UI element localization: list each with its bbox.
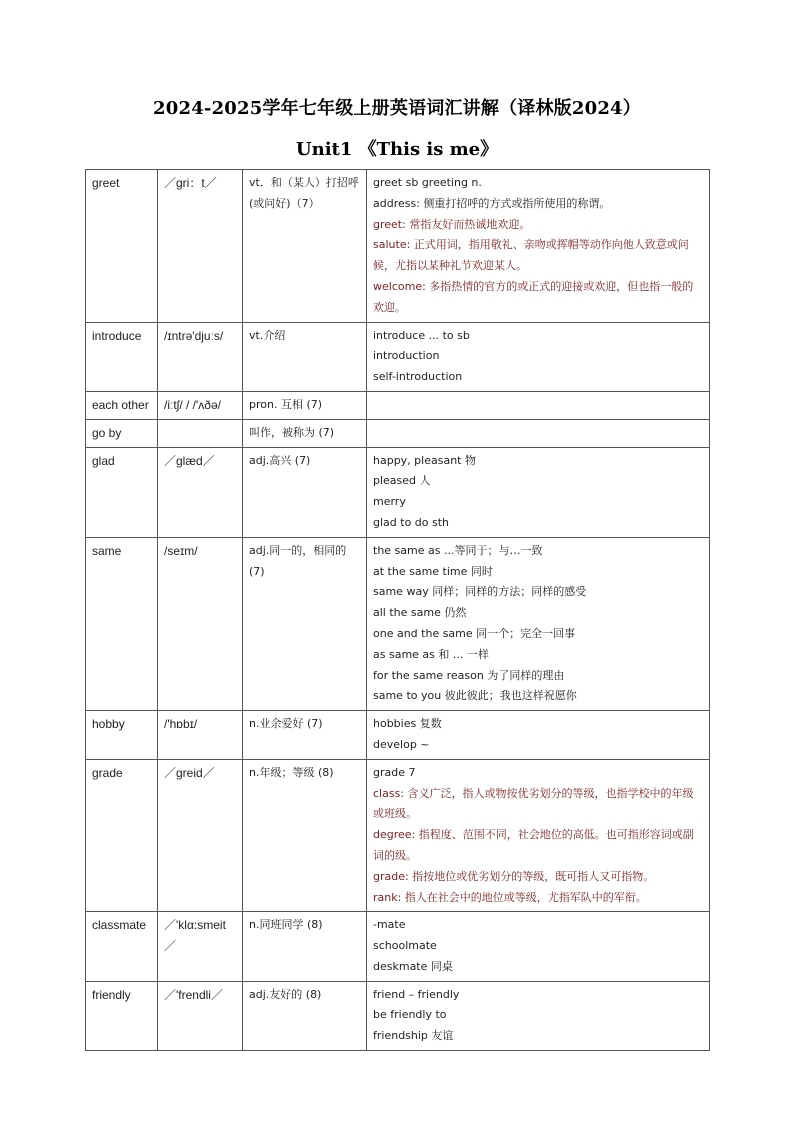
meaning-cell: n.年级；等级 (8) — [243, 759, 367, 912]
table-row — [86, 981, 710, 1050]
note-line: all the same 仍然 — [373, 606, 467, 620]
table-row — [86, 391, 710, 419]
table-row — [86, 711, 710, 760]
document-title: 2024-2025学年七年级上册英语词汇讲解（译林版2024） — [153, 98, 641, 119]
word-cell: hobby — [86, 711, 158, 760]
note-line: address: 侧重打招呼的方式或指所使用的称谓。 — [373, 196, 611, 210]
note-line: one and the same 同一个；完全一回事 — [373, 626, 576, 640]
notes-cell — [367, 419, 710, 447]
table-row — [86, 447, 710, 537]
word-cell: grade — [86, 759, 158, 912]
phonetic-cell — [158, 419, 243, 447]
word-cell: introduce — [86, 322, 158, 391]
note-line: develop ~ — [373, 737, 430, 751]
vocabulary-table-body — [86, 170, 710, 1051]
note-line-highlighted: grade: 指按地位或优劣划分的等级，既可指人又可指物。 — [373, 869, 655, 883]
note-line: grade 7 — [373, 765, 416, 779]
word-cell: each other — [86, 391, 158, 419]
table-row — [86, 170, 710, 323]
word-cell: glad — [86, 447, 158, 537]
phonetic-cell: /seɪm/ — [158, 537, 243, 710]
notes-cell — [367, 322, 710, 391]
notes-cell — [367, 537, 710, 710]
word-cell: classmate — [86, 912, 158, 981]
word-cell: same — [86, 537, 158, 710]
word-cell: friendly — [86, 981, 158, 1050]
note-line: deskmate 同桌 — [373, 959, 453, 973]
note-line: introduce ... to sb — [373, 328, 470, 342]
meaning-cell: adj.高兴 (7) — [243, 447, 367, 537]
note-line: friend – friendly — [373, 987, 460, 1001]
phonetic-cell: ／gri：t／ — [158, 170, 243, 323]
notes-cell — [367, 711, 710, 760]
meaning-cell: adj.友好的 (8) — [243, 981, 367, 1050]
meaning-cell: vt．和（某人）打招呼(或问好)（7） — [243, 170, 367, 323]
note-line: -mate — [373, 918, 406, 932]
note-line: happy, pleasant 物 — [373, 453, 476, 467]
note-line: schoolmate — [373, 939, 437, 953]
notes-cell — [367, 391, 710, 419]
note-line: friendship 友谊 — [373, 1029, 454, 1043]
note-line: as same as 和 ... 一样 — [373, 647, 489, 661]
note-line-highlighted: class: 含义广泛，指人或物按优劣划分的等级，也指学校中的年级或班级。 — [373, 786, 694, 821]
notes-cell — [367, 447, 710, 537]
note-line: hobbies 复数 — [373, 717, 442, 731]
note-line-highlighted: degree: 指程度、范围不同，社会地位的高低。也可指形容词或副词的级。 — [373, 828, 694, 862]
note-line: merry — [373, 495, 406, 509]
note-line-highlighted: greet: 常指友好而热诚地欢迎。 — [373, 217, 531, 231]
note-line: greet sb greeting n. — [373, 176, 482, 189]
note-line: for the same reason 为了同样的理由 — [373, 668, 565, 682]
phonetic-cell: /ɪntrə'djuːs/ — [158, 322, 243, 391]
phonetic-cell: ／greid／ — [158, 759, 243, 912]
notes-cell — [367, 170, 710, 323]
phonetic-cell: ／'frendli／ — [158, 981, 243, 1050]
meaning-cell: vt.介绍 — [243, 322, 367, 391]
meaning-cell: n.业余爱好 (7) — [243, 711, 367, 760]
note-line: introduction — [373, 349, 440, 363]
note-line: glad to do sth — [373, 515, 450, 529]
notes-cell — [367, 759, 710, 912]
meaning-cell: 叫作，被称为 (7) — [243, 419, 367, 447]
meaning-cell: n.同班同学 (8) — [243, 912, 367, 981]
word-cell: go by — [86, 419, 158, 447]
note-line-highlighted: welcome: 多指热情的官方的或正式的迎接或欢迎，但也指一般的欢迎。 — [373, 279, 694, 314]
phonetic-cell: /iːtʃ/ / /'ʌðə/ — [158, 391, 243, 419]
table-row — [86, 912, 710, 981]
note-line: pleased 人 — [373, 474, 431, 488]
notes-cell — [367, 912, 710, 981]
unit-subtitle: Unit1 《This is me》 — [295, 139, 499, 160]
table-row — [86, 759, 710, 912]
note-line: at the same time 同时 — [373, 564, 493, 578]
table-row — [86, 322, 710, 391]
meaning-cell: pron. 互相 (7) — [243, 391, 367, 419]
vocabulary-table — [85, 169, 710, 1051]
note-line: same way 同样；同样的方法；同样的感受 — [373, 585, 587, 599]
table-row — [86, 537, 710, 710]
table-row — [86, 419, 710, 447]
note-line: same to you 彼此彼此；我也这样祝愿你 — [373, 689, 577, 703]
note-line: the same as ...等同于；与…一致 — [373, 543, 543, 557]
phonetic-cell: /'hɒbɪ/ — [158, 711, 243, 760]
word-cell: greet — [86, 170, 158, 323]
note-line: self-introduction — [373, 370, 463, 384]
meaning-cell: adj.同一的，相同的 (7) — [243, 537, 367, 710]
note-line-highlighted: rank: 指人在社会中的地位或等级，尤指军队中的军衔。 — [373, 890, 647, 904]
note-line: be friendly to — [373, 1008, 447, 1022]
notes-cell — [367, 981, 710, 1050]
phonetic-cell: ／glæd／ — [158, 447, 243, 537]
phonetic-cell: ／'klα:smeit／ — [158, 912, 243, 981]
note-line-highlighted: salute: 正式用词，指用敬礼、亲吻或挥帽等动作向他人致意或问候，尤指以某种礼节欢迎某人。 — [373, 238, 689, 273]
